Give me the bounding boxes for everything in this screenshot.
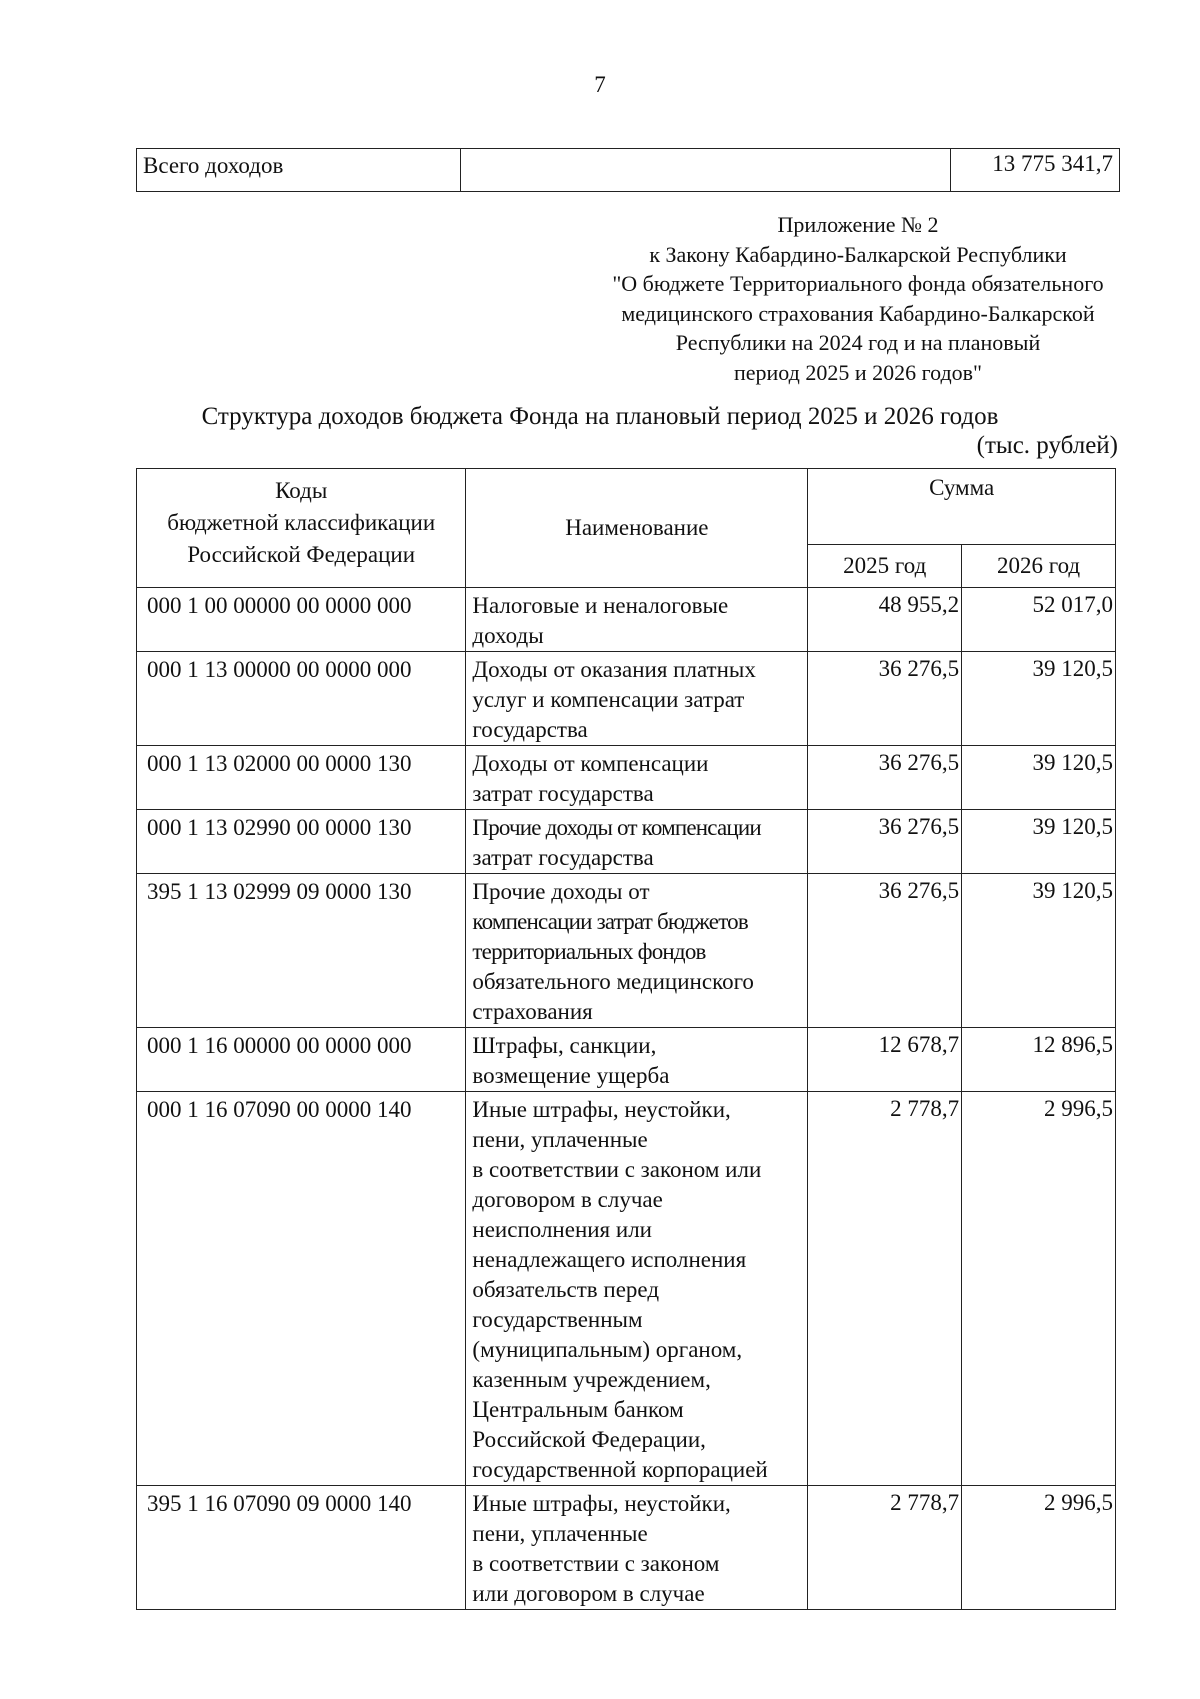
row-name	[466, 1092, 808, 1486]
row-value-2026: 39 120,5	[962, 746, 1116, 810]
header-code-line: Российской Федерации	[187, 542, 416, 567]
row-name-line: казенным учреждением,	[472, 1367, 711, 1392]
row-name-line: пени, уплаченные	[472, 1127, 648, 1152]
table-row	[137, 746, 1116, 810]
row-name-line: Прочие доходы от компенсации	[472, 815, 761, 840]
row-code: 000 1 16 07090 00 0000 140	[137, 1092, 466, 1486]
row-name-line: затрат государства	[472, 845, 654, 870]
row-name	[466, 588, 808, 652]
row-name-line: обязательного медицинского	[472, 969, 754, 994]
row-name-line: государства	[472, 717, 588, 742]
table-row	[137, 652, 1116, 746]
row-value-2026: 52 017,0	[962, 588, 1116, 652]
total-income-value: 13 775 341,7	[950, 149, 1119, 192]
row-name-line: в соответствии с законом или	[472, 1157, 762, 1182]
header-code	[137, 469, 466, 588]
appendix-line: медицинского страхования Кабардино-Балкарской	[621, 300, 1095, 326]
row-code: 000 1 13 02000 00 0000 130	[137, 746, 466, 810]
row-name-line: доходы	[472, 623, 544, 648]
appendix-line: к Закону Кабардино-Балкарской Республики	[649, 241, 1067, 267]
row-value-2025: 36 276,5	[808, 810, 962, 874]
row-name	[466, 1486, 808, 1610]
row-value-2025: 36 276,5	[808, 746, 962, 810]
row-name-line: территориальных фондов	[472, 939, 706, 964]
row-name-line: Штрафы, санкции,	[472, 1033, 657, 1058]
row-name-line: Доходы от компенсации	[472, 751, 709, 776]
row-name-line: ненадлежащего исполнения	[472, 1247, 747, 1272]
row-value-2026: 2 996,5	[962, 1486, 1116, 1610]
row-name	[466, 746, 808, 810]
row-name-line: Иные штрафы, неустойки,	[472, 1491, 731, 1516]
row-name	[466, 874, 808, 1028]
row-name-line: или договором в случае	[472, 1581, 705, 1606]
units-label: (тыс. рублей)	[976, 432, 1118, 459]
row-code: 395 1 16 07090 09 0000 140	[137, 1486, 466, 1610]
row-value-2025: 2 778,7	[808, 1092, 962, 1486]
total-income-empty-cell	[460, 149, 950, 192]
income-structure-table	[136, 468, 1116, 1610]
row-name	[466, 1028, 808, 1092]
table-header-row	[137, 469, 1116, 545]
table-row	[137, 1092, 1116, 1486]
row-value-2025: 12 678,7	[808, 1028, 962, 1092]
row-name-line: услуг и компенсации затрат	[472, 687, 745, 712]
row-name-line: договором в случае	[472, 1187, 663, 1212]
row-value-2025: 48 955,2	[808, 588, 962, 652]
row-name-line: затрат государства	[472, 781, 654, 806]
header-year-2026: 2026 год	[962, 545, 1116, 588]
row-name-line: Прочие доходы от	[472, 879, 650, 904]
row-name-line: Российской Федерации,	[472, 1427, 706, 1452]
row-name-line: Налоговые и неналоговые	[472, 593, 729, 618]
appendix-header	[578, 210, 1138, 387]
table-row	[137, 874, 1116, 1028]
row-value-2026: 39 120,5	[962, 652, 1116, 746]
total-income-label: Всего доходов	[137, 149, 461, 192]
row-name-line: страхования	[472, 999, 593, 1024]
row-code: 000 1 13 00000 00 0000 000	[137, 652, 466, 746]
row-value-2026: 39 120,5	[962, 874, 1116, 1028]
table-row	[137, 1028, 1116, 1092]
row-name-line: в соответствии с законом	[472, 1551, 720, 1576]
row-value-2026: 12 896,5	[962, 1028, 1116, 1092]
appendix-line: период 2025 и 2026 годов"	[733, 359, 983, 385]
row-name	[466, 810, 808, 874]
header-year-2025: 2025 год	[808, 545, 962, 588]
row-name	[466, 652, 808, 746]
row-value-2025: 36 276,5	[808, 652, 962, 746]
header-code-line: Коды	[275, 478, 328, 503]
total-income-row	[137, 149, 1120, 192]
row-value-2025: 36 276,5	[808, 874, 962, 1028]
row-value-2026: 39 120,5	[962, 810, 1116, 874]
row-code: 395 1 13 02999 09 0000 130	[137, 874, 466, 1028]
row-name-line: обязательств перед	[472, 1277, 660, 1302]
row-name-line: пени, уплаченные	[472, 1521, 648, 1546]
page-number: 7	[594, 72, 606, 97]
header-sum: Сумма	[808, 469, 1116, 545]
row-code: 000 1 00 00000 00 0000 000	[137, 588, 466, 652]
appendix-line: "О бюджете Территориального фонда обязательного	[612, 271, 1104, 296]
appendix-line: Приложение № 2	[777, 212, 939, 237]
appendix-line: Республики на 2024 год и на плановый	[675, 330, 1041, 355]
total-income-table	[136, 148, 1120, 192]
header-code-line: бюджетной классификации	[167, 510, 436, 535]
table-row	[137, 810, 1116, 874]
row-name-line: неисполнения или	[472, 1217, 652, 1242]
row-name-line: государственной корпорацией	[472, 1457, 768, 1482]
row-code: 000 1 13 02990 00 0000 130	[137, 810, 466, 874]
row-name-line: (муниципальным) органом,	[472, 1337, 743, 1362]
row-name-line: компенсации затрат бюджетов	[472, 909, 748, 934]
table-row	[137, 1486, 1116, 1610]
row-code: 000 1 16 00000 00 0000 000	[137, 1028, 466, 1092]
document-title: Структура доходов бюджета Фонда на плановый период 2025 и 2026 годов	[201, 403, 999, 430]
table-row	[137, 588, 1116, 652]
header-name: Наименование	[466, 469, 808, 588]
row-name-line: государственным	[472, 1307, 643, 1332]
row-value-2026: 2 996,5	[962, 1092, 1116, 1486]
row-name-line: Доходы от оказания платных	[472, 657, 756, 682]
row-name-line: Центральным банком	[472, 1397, 684, 1422]
row-name-line: возмещение ущерба	[472, 1063, 670, 1088]
table-body	[137, 588, 1116, 1610]
row-name-line: Иные штрафы, неустойки,	[472, 1097, 731, 1122]
row-value-2025: 2 778,7	[808, 1486, 962, 1610]
